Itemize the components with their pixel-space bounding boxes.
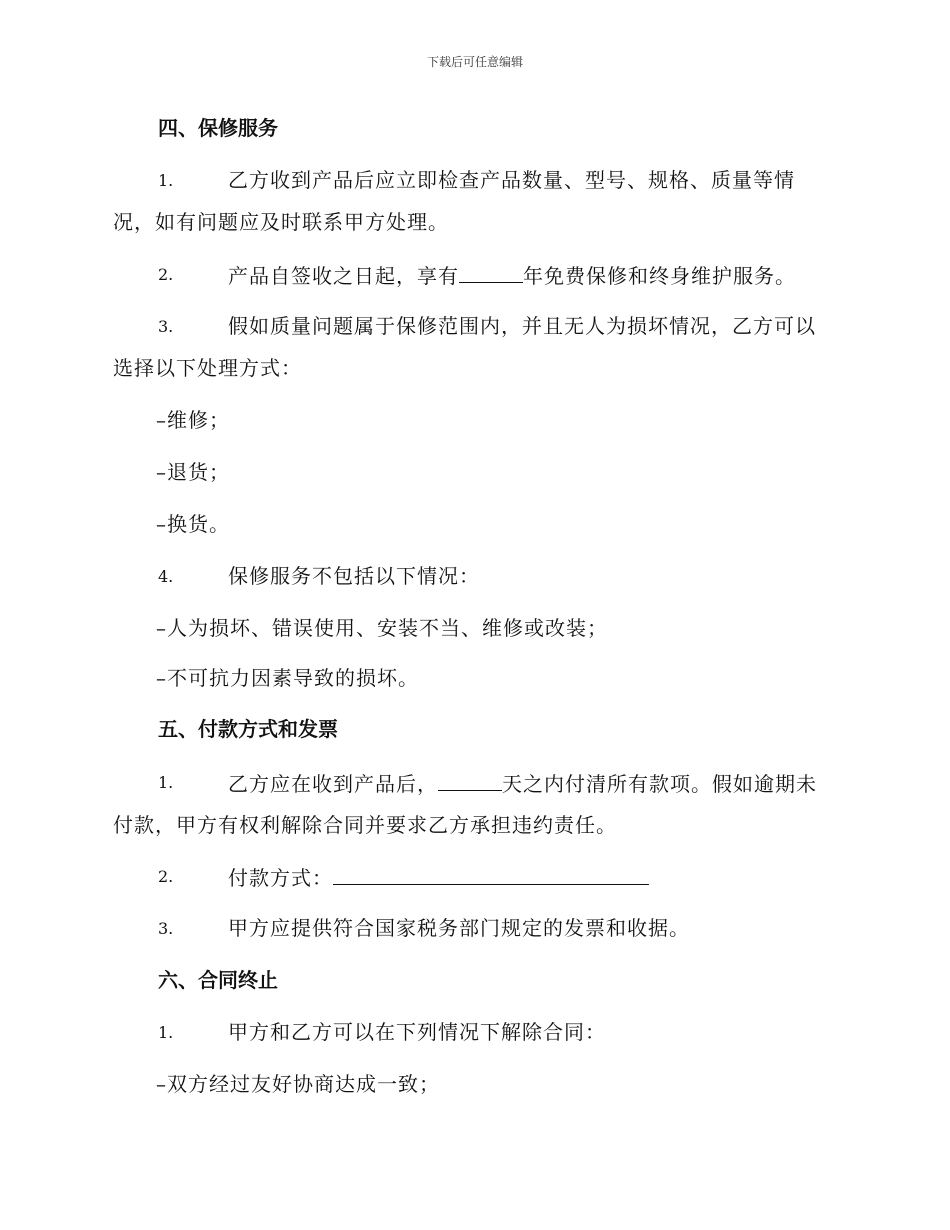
item-number: 3. [158, 919, 174, 938]
paragraph-line [228, 864, 649, 890]
paragraph-line: 保修服务不包括以下情况： [228, 564, 480, 588]
fill-in-blank [459, 262, 523, 283]
bullet-item: –人为损坏、错误使用、安装不当、维修或改装； [156, 616, 608, 640]
bullet-item: –双方经过友好协商达成一致； [156, 1072, 440, 1096]
section-heading-6: 六、合同终止 [158, 968, 278, 992]
paragraph-line: 甲方应提供符合国家税务部门规定的发票和收据。 [228, 916, 690, 940]
item-number: 1. [158, 171, 174, 190]
bullet-item: –维修； [156, 408, 230, 432]
section-heading-4: 四、保修服务 [158, 116, 278, 140]
item-number: 2. [158, 265, 174, 284]
item-number: 2. [158, 867, 174, 886]
item-number: 4. [158, 567, 174, 586]
paragraph-line: 付款，甲方有权利解除合同并要求乙方承担违约责任。 [113, 813, 617, 837]
text-fragment: 年免费保修和终身维护服务。 [523, 264, 796, 288]
paragraph-line: 假如质量问题属于保修范围内，并且无人为损坏情况，乙方可以 [228, 314, 816, 338]
payment-method-blank [333, 864, 649, 885]
item-number: 1. [158, 773, 174, 792]
bullet-item: –退货； [156, 460, 230, 484]
section-heading-5: 五、付款方式和发票 [158, 717, 338, 741]
text-fragment: 乙方应在收到产品后， [228, 772, 438, 796]
paragraph-line: 甲方和乙方可以在下列情况下解除合同： [228, 1020, 606, 1044]
item-number: 3. [158, 317, 174, 336]
paragraph-line: 乙方收到产品后应立即检查产品数量、型号、规格、质量等情 [228, 168, 795, 192]
paragraph-line [228, 770, 817, 796]
text-fragment: 产品自签收之日起，享有 [228, 264, 459, 288]
item-number: 1. [158, 1023, 174, 1042]
paragraph-line [228, 262, 796, 288]
bullet-item: –不可抗力因素导致的损坏。 [156, 666, 419, 690]
paragraph-line: 况，如有问题应及时联系甲方处理。 [113, 210, 449, 234]
fill-in-blank [438, 770, 502, 791]
text-fragment: 付款方式： [228, 866, 333, 890]
paragraph-line: 选择以下处理方式： [113, 356, 302, 380]
page-header: 下载后可任意编辑 [426, 55, 523, 69]
bullet-item: –换货。 [156, 512, 230, 536]
text-fragment: 天之内付清所有款项。假如逾期未 [502, 772, 817, 796]
